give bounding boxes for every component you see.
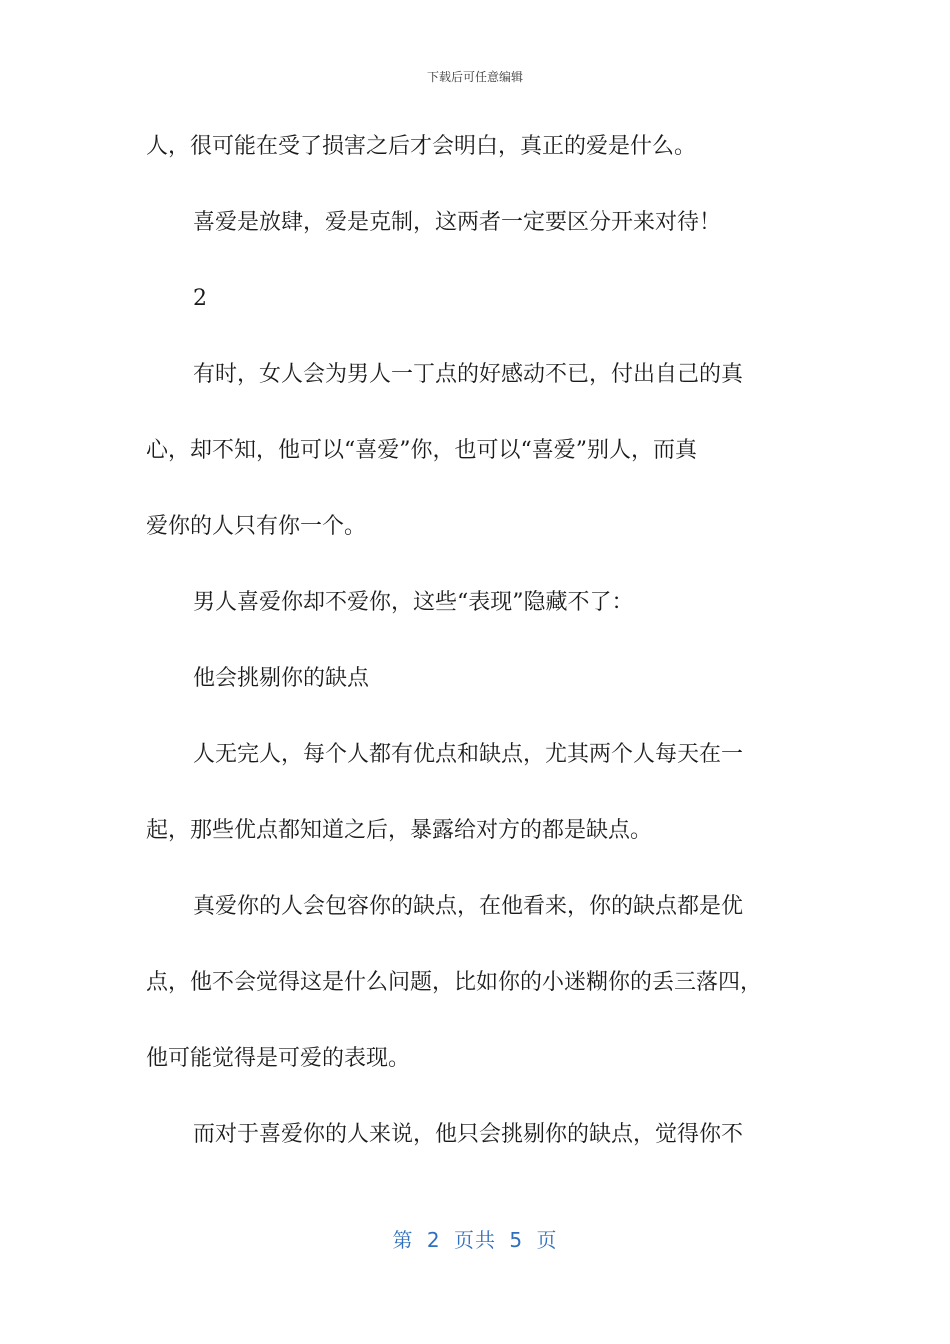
text-line-12: 点，他不会觉得这是什么问题，比如你的小迷糊你的丢三落四，: [146, 970, 763, 995]
document-body: [146, 128, 806, 1192]
text-line-4: 有时，女人会为男人一丁点的好感动不已，付出自己的真: [193, 362, 744, 387]
text-line-10: 起，那些优点都知道之后，暴露给对方的都是缺点。: [146, 818, 653, 843]
text-line-7: 男人喜爱你却不爱你，这些“表现”隐藏不了：: [193, 590, 634, 615]
text-line-9: 人无完人，每个人都有优点和缺点，尤其两个人每天在一: [193, 742, 744, 767]
paragraph: [146, 128, 806, 1153]
footer-middle: 页共: [454, 1228, 496, 1252]
page-header: 下载后可任意编辑: [426, 70, 523, 84]
section-number: 2: [193, 286, 207, 311]
footer-suffix: 页: [536, 1228, 558, 1252]
page-footer: [0, 1224, 950, 1253]
text-line-2: 喜爱是放肆，爱是克制，这两者一定要区分开来对待！: [193, 210, 722, 235]
text-line-1: 人，很可能在受了损害之后才会明白，真正的爱是什么。: [146, 134, 697, 159]
text-line-5: 心，却不知，他可以“喜爱”你，也可以“喜爱”别人，而真: [146, 438, 697, 463]
footer-total-pages: 5: [509, 1228, 524, 1252]
text-line-13: 他可能觉得是可爱的表现。: [146, 1046, 411, 1071]
subheading: 他会挑剔你的缺点: [193, 666, 370, 691]
text-line-14: 而对于喜爱你的人来说，他只会挑剔你的缺点，觉得你不: [193, 1122, 744, 1147]
text-line-11: 真爱你的人会包容你的缺点，在他看来，你的缺点都是优: [193, 894, 744, 919]
text-line-6: 爱你的人只有你一个。: [146, 514, 367, 539]
footer-prefix: 第: [392, 1228, 414, 1252]
footer-current-page: 2: [426, 1228, 441, 1252]
